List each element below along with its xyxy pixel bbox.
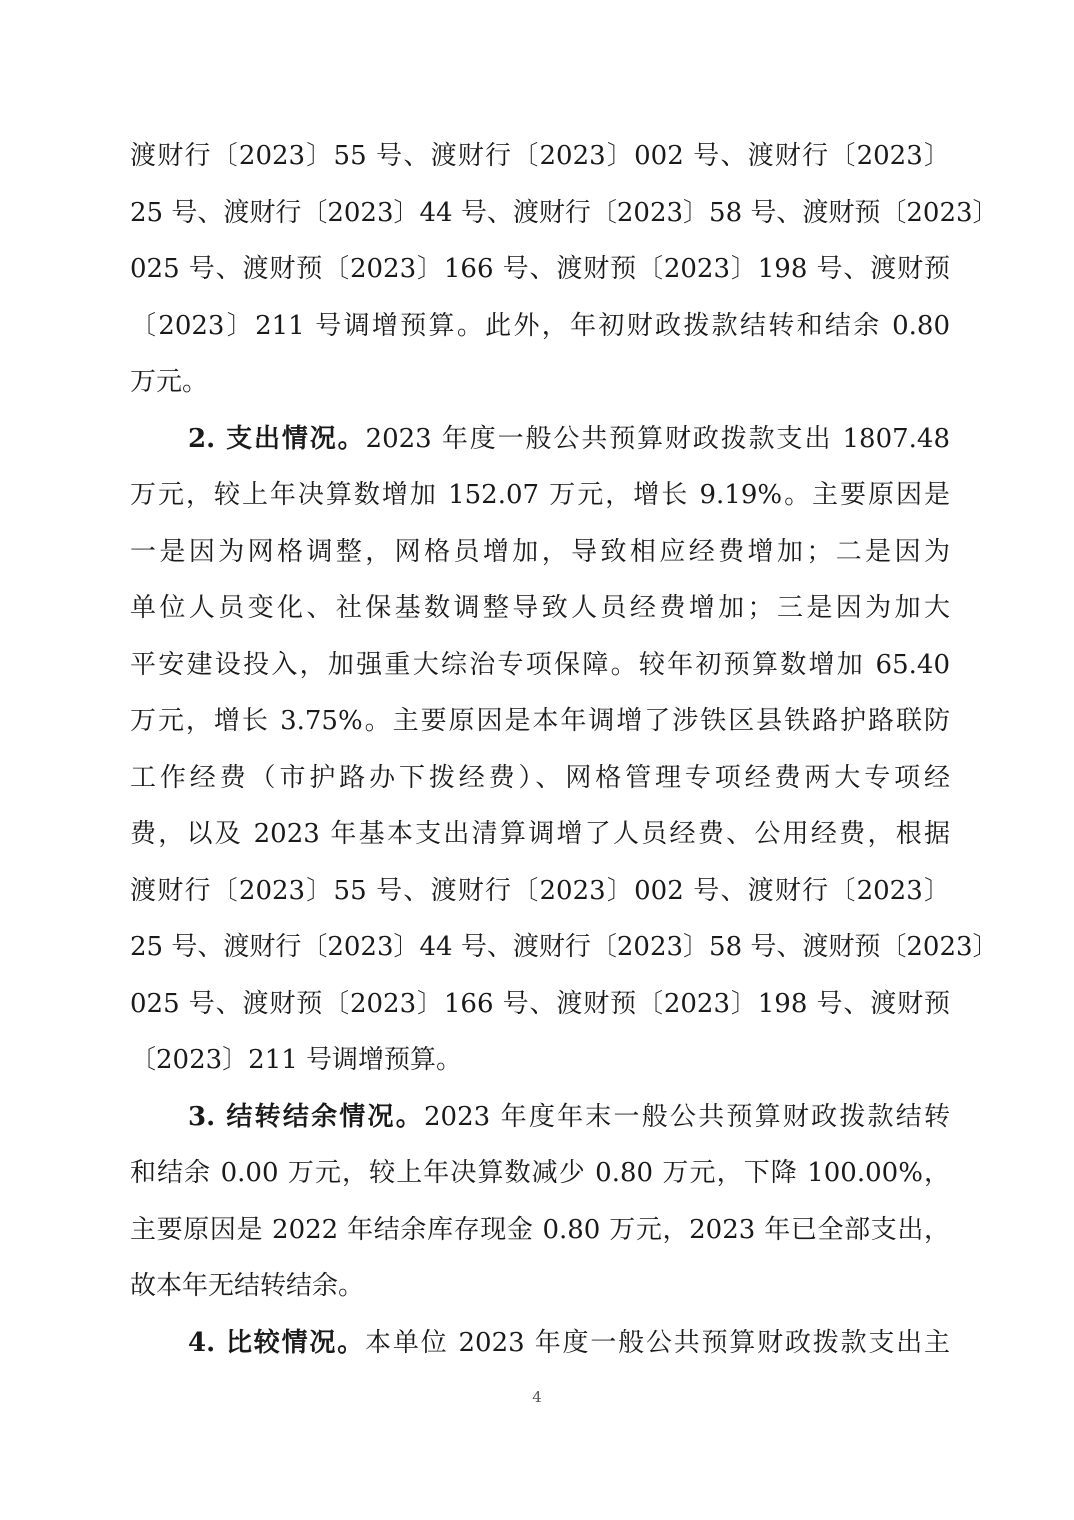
text-line: 025 号、渡财预〔2023〕166 号、渡财预〔2023〕198 号、渡财预 [130,988,950,1019]
text-line: 单位人员变化、社保基数调整导致人员经费增加；三是因为加大 [130,593,950,623]
text-line: 工作经费（市护路办下拨经费）、网格管理专项经费两大专项经 [130,762,950,793]
text-line: 和结余 0.00 万元，较上年决算数减少 0.80 万元，下降 100.00%， [130,1158,950,1188]
page-number: 4 [532,1388,542,1406]
text-line: 万元，增长 3.75%。主要原因是本年调增了涉铁区县铁路护路联防 [130,706,950,736]
text-line: 万元，较上年决算数增加 152.07 万元，增长 9.19%。主要原因是 [130,480,950,510]
section-first-line-text: 本单位 2023 年度一般公共预算财政拨款支出主 [365,1327,951,1358]
text-line: 故本年无结转结余。 [130,1271,365,1301]
section-first-line-text: 2023 年度年末一般公共预算财政拨款结转 [423,1101,950,1132]
text-line: 费，以及 2023 年基本支出清算调增了人员经费、公用经费，根据 [130,819,950,849]
text-line: 平安建设投入，加强重大综治专项保障。较年初预算数增加 65.40 [130,649,950,680]
text-line: 025 号、渡财预〔2023〕166 号、渡财预〔2023〕198 号、渡财预 [130,254,950,284]
section-expenditure [130,411,999,1089]
text-line: 渡财行〔2023〕55 号、渡财行〔2023〕002 号、渡财行〔2023〕 [130,875,950,906]
text-line: 25 号、渡财行〔2023〕44 号、渡财行〔2023〕58 号、渡财预〔2023〕 [130,197,999,228]
document-body [130,128,999,1371]
text-line: 渡财行〔2023〕55 号、渡财行〔2023〕002 号、渡财行〔2023〕 [130,141,950,171]
section-first-line [130,1089,950,1146]
text-line: 主要原因是 2022 年结余库存现金 0.80 万元，2023 年已全部支出， [130,1214,950,1245]
section-first-line [130,411,950,468]
section-heading: 3. 结转结余情况。 [188,1101,424,1132]
paragraph-continuation [130,128,999,411]
section-first-line [130,1315,950,1372]
section-carryover [130,1089,950,1315]
section-heading: 2. 支出情况。 [188,423,366,454]
text-line: 一是因为网格调整，网格员增加，导致相应经费增加；二是因为 [130,536,950,567]
section-comparison [130,1315,950,1372]
section-first-line-text: 2023 年度一般公共预算财政拨款支出 1807.48 [365,423,950,454]
text-line: 〔2023〕211 号调增预算。此外，年初财政拨款结转和结余 0.80 [130,310,950,341]
text-line: 〔2023〕211 号调增预算。 [130,1045,463,1075]
text-line: 25 号、渡财行〔2023〕44 号、渡财行〔2023〕58 号、渡财预〔2023〕 [130,932,999,962]
text-line: 万元。 [130,367,209,397]
section-heading: 4. 比较情况。 [188,1327,366,1358]
